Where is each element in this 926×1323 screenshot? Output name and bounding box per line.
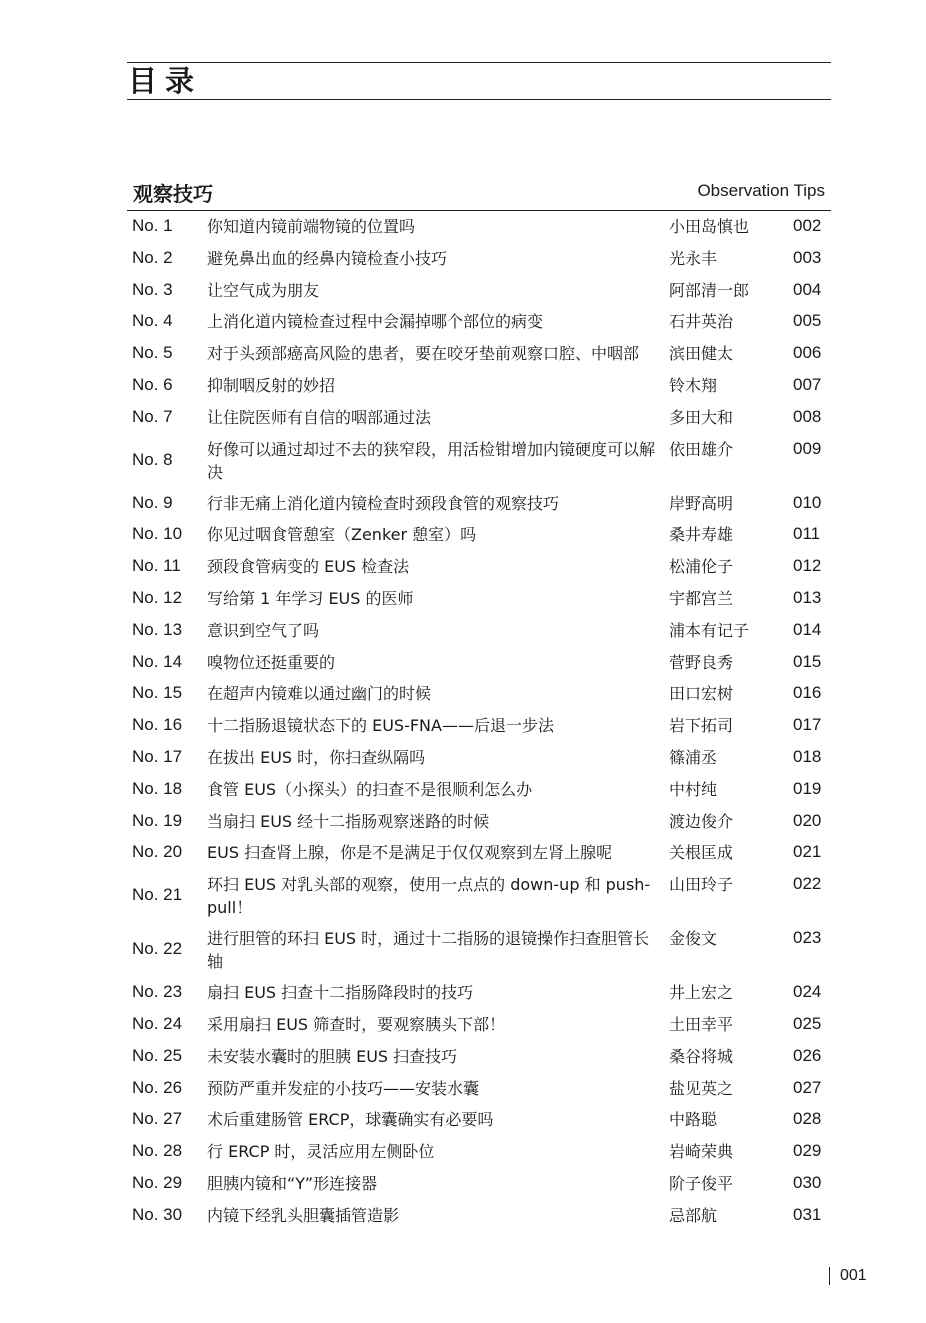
entry-page: 023 [793,928,822,948]
entry-author: 岩崎荣典 [669,1142,734,1162]
entry-author: 小田岛慎也 [669,217,750,236]
entry-page: 031 [793,1204,822,1224]
entry-title: 环扫 EUS 对乳头部的观察，使用一点点的 down-up 和 push-pull！ [207,875,651,918]
entry-number: No. 14 [132,651,183,671]
entry-author: 井上宏之 [669,983,734,1003]
entry-title: 嗅物位还挺重要的 [207,652,336,672]
entry-author: 依田雄介 [669,439,734,459]
entry-title: 进行胆管的环扫 EUS 时，通过十二指肠的退镜操作扫查胆管长轴 [207,929,650,972]
entry-page: 002 [793,216,822,235]
entry-number: No. 10 [132,524,183,544]
entry-page: 024 [793,982,822,1002]
entry-title: 颈段食管病变的 EUS 检查法 [207,557,410,577]
entry-author: 篠浦丞 [669,747,718,767]
entry-title: 十二指肠退镜状态下的 EUS-FNA——后退一步法 [207,716,554,736]
entry-page: 006 [793,343,822,363]
entry-page: 026 [793,1045,822,1065]
section-subtitle: Observation Tips [697,181,825,200]
entry-author: 岩下拓司 [669,716,734,736]
entry-page: 030 [793,1172,822,1192]
entry-title: 在拔出 EUS 时，你扫查纵隔吗 [207,747,426,767]
entry-page: 017 [793,715,822,735]
entry-page: 015 [793,651,822,671]
entry-title: 写给第 1 年学习 EUS 的医师 [207,588,414,608]
entry-page: 005 [793,311,822,331]
entry-author: 宇都宫兰 [669,588,734,608]
entry-page: 019 [793,778,822,798]
entry-author: 多田大和 [669,407,734,427]
section-header [127,176,831,211]
toc-entry[interactable] [127,338,831,370]
entry-author: 忌部航 [669,1205,718,1225]
entry-number: No. 18 [132,778,183,798]
entry-title: 你知道内镜前端物镜的位置吗 [207,217,416,236]
entry-title: 让空气成为朋友 [207,280,320,300]
entry-page: 016 [793,683,822,703]
toc-entry[interactable] [127,1009,831,1041]
entry-page: 025 [793,1013,822,1033]
entry-author: 阶子俊平 [669,1173,734,1193]
entry-author: 中路聪 [669,1110,718,1130]
entry-title: 在超声内镜难以通过幽门的时候 [207,684,432,704]
entry-author: 桑井寿雄 [669,525,734,545]
section-title: 观察技巧 [133,182,213,206]
entry-number: No. 16 [132,715,183,735]
entry-number: No. 12 [132,587,183,607]
entry-author: 阿部清一郎 [669,280,750,300]
toc-entry[interactable] [127,551,831,583]
toc-entry[interactable] [127,583,831,615]
entry-author: 松浦伦子 [669,557,734,577]
entry-number: No. 29 [132,1172,183,1192]
entry-page: 020 [793,810,822,830]
toc-entry[interactable] [127,370,831,402]
entry-title: 食管 EUS（小探头）的扫查不是很顺利怎么办 [207,779,533,799]
entry-page: 012 [793,556,822,576]
toc-entry[interactable] [127,275,831,307]
entry-author: 铃木翔 [669,375,718,395]
entry-title: 意识到空气了吗 [207,620,320,640]
entry-number: No. 9 [132,492,173,512]
toc-entry[interactable] [127,519,831,551]
page-number: 001 [829,1267,867,1285]
toc-entry[interactable] [127,615,831,647]
page-title: 目录 [128,64,203,98]
entry-title: 预防严重并发症的小技巧——安装水囊 [207,1078,480,1098]
entry-title: 未安装水囊时的胆胰 EUS 扫查技巧 [207,1046,458,1066]
entry-page: 003 [793,247,822,267]
entry-number: No. 6 [132,374,173,394]
entry-title: 好像可以通过却过不去的狭窄段，用活检钳增加内镜硬度可以解决 [207,439,656,482]
entry-number: No. 23 [132,982,183,1002]
toc-entry[interactable] [127,806,831,838]
entry-author: 田口宏树 [669,684,734,704]
entry-title: 上消化道内镜检查过程中会漏掉哪个部位的病变 [207,312,544,332]
entry-page: 021 [793,842,822,862]
entry-author: 关根匡成 [669,843,734,863]
entry-number: No. 13 [132,619,183,639]
toc-entry[interactable] [127,869,831,923]
toc-entry[interactable] [127,1104,831,1136]
entry-number: No. 21 [132,885,183,905]
entry-number: No. 24 [132,1013,183,1033]
entry-title: 你见过咽食管憩室（Zenker 憩室）吗 [207,525,477,545]
toc-entry[interactable] [127,1168,831,1200]
toc-entry[interactable] [127,243,831,275]
entry-author: 土田幸平 [669,1014,734,1034]
entry-author: 滨田健太 [669,344,734,364]
entry-number: No. 15 [132,683,183,703]
toc-entry[interactable] [127,488,831,520]
toc-entry[interactable] [127,923,831,977]
toc-entry[interactable] [127,434,831,488]
entry-title: 采用扇扫 EUS 筛查时，要观察胰头下部！ [207,1014,506,1034]
entry-number: No. 3 [132,279,173,299]
toc-entry[interactable] [127,837,831,869]
entry-page: 022 [793,874,822,894]
entry-number: No. 25 [132,1045,183,1065]
entry-author: 中村纯 [669,779,718,799]
toc-entry[interactable] [127,742,831,774]
entry-page: 027 [793,1077,822,1097]
entry-number: No. 28 [132,1141,183,1161]
entry-number: No. 26 [132,1077,183,1097]
toc-entry[interactable] [127,306,831,338]
toc-entry[interactable] [127,1073,831,1105]
entry-title: 术后重建肠管 ERCP，球囊确实有必要吗 [207,1110,494,1130]
toc-entry[interactable] [127,774,831,806]
entry-number: No. 27 [132,1109,183,1129]
entry-title: 胆胰内镜和“Y”形连接器 [207,1173,378,1193]
toc-entry[interactable] [127,211,831,243]
entry-author: 桑谷将城 [669,1046,734,1066]
entry-title: EUS 扫查肾上腺，你是不是满足于仅仅观察到左肾上腺呢 [207,843,613,863]
entry-author: 山田玲子 [669,875,734,895]
entry-title: 对于头颈部癌高风险的患者，要在咬牙垫前观察口腔、中咽部 [207,344,640,364]
toc-entry[interactable] [127,647,831,679]
entry-number: No. 2 [132,247,173,267]
toc-header [127,62,831,100]
toc-entry[interactable] [127,710,831,742]
entry-author: 盐见英之 [669,1078,734,1098]
entry-title: 行 ERCP 时，灵活应用左侧卧位 [207,1142,435,1162]
entry-number: No. 8 [132,449,173,469]
entry-title: 内镜下经乳头胆囊插管造影 [207,1205,400,1225]
entry-title: 行非无痛上消化道内镜检查时颈段食管的观察技巧 [207,493,560,513]
entry-author: 光永丰 [669,248,718,268]
entry-number: No. 20 [132,842,183,862]
title-rule [127,99,831,100]
entry-number: No. 17 [132,746,183,766]
entry-author: 菅野良秀 [669,652,734,672]
entry-number: No. 1 [132,216,173,235]
entry-page: 009 [793,438,822,458]
toc-entry[interactable] [127,977,831,1009]
entry-title: 抑制咽反射的妙招 [207,375,336,395]
toc-entry[interactable] [127,1200,831,1232]
entry-page: 004 [793,279,822,299]
entry-number: No. 22 [132,939,183,959]
entry-author: 石井英治 [669,312,734,332]
entry-page: 013 [793,587,822,607]
entry-page: 029 [793,1141,822,1161]
entry-page: 007 [793,374,822,394]
entry-title: 当扇扫 EUS 经十二指肠观察迷路的时候 [207,811,490,831]
toc-entry[interactable] [127,678,831,710]
toc-list [127,211,831,1232]
entry-author: 岸野高明 [669,493,734,513]
toc-entry[interactable] [127,1041,831,1073]
entry-page: 018 [793,746,822,766]
entry-title: 让住院医师有自信的咽部通过法 [207,407,432,427]
entry-page: 010 [793,492,822,512]
entry-author: 金俊文 [669,929,718,949]
entry-page: 014 [793,619,822,639]
entry-number: No. 7 [132,406,173,426]
entry-title: 扇扫 EUS 扫查十二指肠降段时的技巧 [207,983,474,1003]
entry-number: No. 19 [132,810,183,830]
entry-number: No. 11 [132,556,181,576]
entry-page: 008 [793,406,822,426]
toc-entry[interactable] [127,1136,831,1168]
entry-author: 渡边俊介 [669,811,734,831]
entry-page: 011 [793,524,821,544]
entry-title: 避免鼻出血的经鼻内镜检查小技巧 [207,248,448,268]
entry-number: No. 5 [132,343,173,363]
entry-number: No. 30 [132,1204,183,1224]
toc-entry[interactable] [127,402,831,434]
entry-author: 浦本有记子 [669,620,750,640]
entry-number: No. 4 [132,311,173,331]
entry-page: 028 [793,1109,822,1129]
